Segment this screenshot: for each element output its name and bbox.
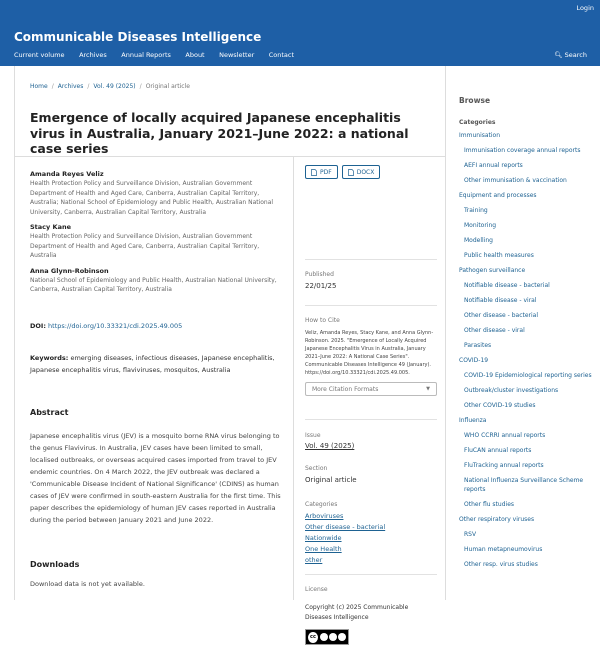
downloads-text: Download data is not yet available. [30, 580, 145, 588]
published-block [305, 271, 437, 290]
issue-link[interactable]: Vol. 49 (2025) [305, 442, 355, 450]
categories-block [305, 501, 437, 566]
sidebar-category-link[interactable]: Pathogen surveillance [459, 267, 526, 274]
sidebar-category-link[interactable]: National Influenza Surveillance Scheme reports [464, 477, 584, 494]
docx-button[interactable] [342, 165, 381, 179]
breadcrumb-volume[interactable]: Vol. 49 (2025) [93, 83, 136, 90]
divider [305, 305, 437, 306]
search-button[interactable] [554, 51, 587, 59]
author-affiliation: Health Protection Policy and Surveillance Division, Australian Government Department of Health and Aged Care, Canberra, Australian Capital Territory, Australia [30, 233, 260, 259]
license-text: Copyright (c) 2025 Communicable Diseases Intelligence [305, 604, 409, 621]
sidebar-category-link[interactable]: FluCAN annual reports [464, 447, 532, 454]
citation-text: Veliz, Amanda Reyes, Stacy Kane, and Anna Glynn-Robinson. 2025. "Emergence of Locally Acquired Japanese Encephalitis Virus in Australia, January 2021–June 2022: A National Case Series". Communicable Diseases Intelligence 49 (January). https://doi.org/10.33321/cdi.2025.49.005. [305, 330, 434, 376]
sidebar-category-link[interactable]: WHO CCRRI annual reports [464, 432, 546, 439]
galley-buttons [305, 165, 437, 179]
doi-link[interactable]: https://doi.org/10.33321/cdi.2025.49.005 [48, 322, 183, 330]
published-value: 22/01/25 [305, 282, 337, 290]
sidebar-category-link[interactable]: Modelling [464, 237, 493, 244]
published-section [305, 259, 437, 260]
site-title[interactable]: Communicable Diseases Intelligence [14, 30, 262, 44]
category-link[interactable]: Arboviruses [305, 512, 344, 520]
section-label: Section [305, 465, 328, 472]
sidebar-category-link[interactable]: Immunisation coverage annual reports [464, 147, 581, 154]
categories-label: Categories [305, 501, 338, 508]
issue-block [305, 432, 437, 450]
issue-section [305, 419, 437, 420]
sidebar-category-link[interactable]: AEFI annual reports [464, 162, 523, 169]
nav-about[interactable]: About [185, 51, 205, 59]
noderivs-icon [338, 633, 346, 641]
category-link[interactable]: other [305, 556, 323, 564]
sidebar-category-link[interactable]: Parasites [464, 342, 492, 349]
main-nav [14, 51, 309, 59]
sidebar-category-link[interactable]: Other COVID-19 studies [464, 402, 536, 409]
issue-label: Issue [305, 432, 321, 439]
category-link[interactable]: Nationwide [305, 534, 342, 542]
section-value: Original article [305, 476, 357, 484]
section-block [305, 465, 437, 484]
sidebar-category-link[interactable]: Public health measures [464, 252, 534, 259]
categories-heading: Categories [459, 119, 496, 126]
pdf-label: PDF [320, 168, 332, 176]
search-icon: 🔍︎ [554, 51, 563, 59]
divider [305, 574, 437, 575]
nav-current-volume[interactable]: Current volume [14, 51, 65, 59]
site-header [0, 0, 600, 66]
keywords-label: Keywords: [30, 354, 69, 362]
license-section [305, 574, 437, 575]
sidebar-category-link[interactable]: Other respiratory viruses [459, 516, 535, 524]
login-link[interactable]: Login [576, 4, 594, 12]
creative-commons-icon: cc [308, 632, 318, 643]
downloads-heading: Downloads [30, 560, 80, 569]
keywords-value: emerging diseases, infectious diseases, Japanese encephalitis, Japanese encephalitis virus, flaviviruses, mosquitos, Australia [30, 354, 275, 374]
category-link[interactable]: One Health [305, 545, 342, 553]
nav-archives[interactable]: Archives [79, 51, 107, 59]
cite-section [305, 305, 437, 306]
sidebar-category-link[interactable]: COVID-19 Epidemiological reporting series [464, 372, 592, 379]
nav-contact[interactable]: Contact [268, 51, 295, 59]
keywords [30, 352, 285, 376]
authors-list [30, 169, 280, 300]
sidebar-category-link[interactable]: FluTracking annual reports [464, 462, 544, 469]
chevron-down-icon: ▼ [426, 386, 430, 392]
file-icon [348, 169, 354, 176]
citation-formats-dropdown[interactable] [305, 382, 437, 396]
cc-license-badge[interactable] [305, 629, 349, 645]
cite-block [305, 317, 437, 396]
abstract-heading: Abstract [30, 408, 69, 417]
cite-label: How to Cite [305, 317, 340, 324]
published-label: Published [305, 271, 334, 278]
sidebar-category-link[interactable]: RSV [464, 531, 477, 539]
divider [15, 156, 446, 157]
sidebar-category-link[interactable]: Monitoring [464, 222, 497, 229]
breadcrumb-home[interactable]: Home [30, 83, 48, 90]
category-list [459, 131, 600, 570]
doi-row [30, 322, 182, 330]
article-panel [14, 66, 446, 640]
license-block [305, 586, 437, 645]
docx-label: DOCX [356, 168, 375, 176]
sidebar-category-link[interactable]: Notifiable disease - viral [464, 297, 537, 304]
noncommercial-icon [329, 633, 337, 641]
divider [305, 419, 437, 420]
sidebar-category-link[interactable]: Immunisation [459, 132, 501, 139]
nav-newsletter[interactable]: Newsletter [219, 51, 255, 59]
browse-heading: Browse [459, 96, 491, 105]
category-link[interactable]: Other disease - bacterial [305, 523, 386, 531]
sidebar-category-link[interactable]: Other immunisation & vaccination [464, 177, 567, 184]
sidebar-category-link[interactable]: COVID-19 [459, 357, 489, 364]
sidebar-category-link[interactable]: Training [464, 207, 488, 214]
author-name: Anna Glynn-Robinson [30, 266, 109, 275]
sidebar-category-link[interactable]: Human metapneumovirus [464, 546, 543, 554]
column-divider [293, 156, 294, 600]
article-details [305, 165, 437, 640]
sidebar-category-link[interactable]: Other resp. virus studies [464, 561, 538, 569]
citation-formats-label: More Citation Formats [312, 386, 379, 393]
sidebar [459, 96, 600, 575]
sidebar-category-link[interactable]: Notifiable disease - bacterial [464, 282, 550, 289]
author-affiliation: National School of Epidemiology and Public Health, Australian National University, Canberra, Australian Capital Territory, Australia [30, 276, 277, 293]
doi-label: DOI: [30, 322, 46, 330]
search-label: Search [564, 51, 587, 59]
license-label: License [305, 586, 328, 593]
author-name: Stacy Kane [30, 223, 71, 231]
pdf-button[interactable] [305, 165, 338, 179]
sidebar-category-link[interactable]: Other flu studies [464, 501, 515, 509]
divider [305, 259, 437, 260]
abstract-text: Japanese encephalitis virus (JEV) is a mosquito borne RNA virus belonging to the genus Flavivirus. In Australia, JEV cases have been limited to small, localised outbreaks, or overseas acquired cases imported from travel to JEV endemic countries. On 4 March 2022, the JEV outbreak was declared a 'Communicable Disease Incident of National Significance' (CDINS) as human cases of JEV were confirmed in south-eastern Australia for the first time. This paper describes the epidemiology of human JEV cases reported in Australia during the period between January 2021 and June 2022. [30, 432, 281, 524]
sidebar-category-link[interactable]: Influenza [459, 417, 487, 424]
breadcrumb-current: Original article [145, 83, 190, 90]
article-title: Emergence of locally acquired Japanese encephalitis virus in Australia, January 2021–June 2022: a national case series [30, 110, 409, 156]
sidebar-category-link[interactable]: Equipment and processes [459, 192, 537, 199]
breadcrumb-archives[interactable]: Archives [57, 83, 84, 90]
sidebar-category-link[interactable]: Other disease - bacterial [464, 312, 539, 319]
breadcrumb: Home / Archives / Vol. 49 (2025) / Original article [30, 83, 190, 90]
author-affiliation: Health Protection Policy and Surveillance Division, Australian Government Department of Health and Aged Care, Canberra, Australian Capital Territory, Australia; National School of Epidemiology and Public Health, Australian National University, Canberra, Australian Capital Territory, Australia [30, 180, 274, 216]
attribution-icon [320, 633, 328, 641]
file-icon [311, 169, 317, 176]
sidebar-category-link[interactable]: Outbreak/cluster investigations [464, 387, 559, 394]
sidebar-category-link[interactable]: Other disease - viral [464, 327, 525, 334]
nav-annual-reports[interactable]: Annual Reports [121, 51, 171, 59]
author-name: Amanda Reyes Veliz [30, 170, 104, 178]
